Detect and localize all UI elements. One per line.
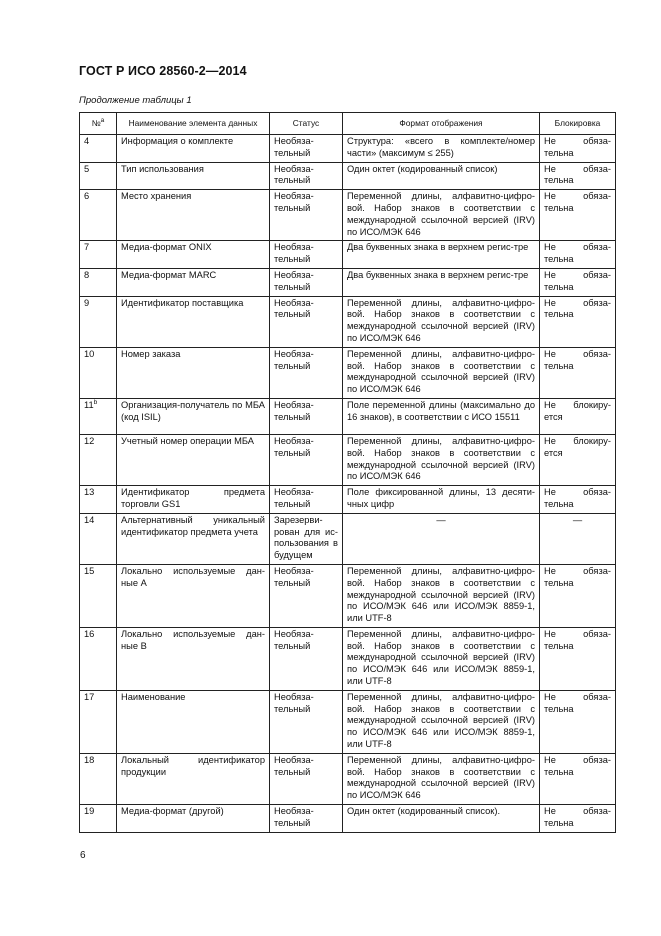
cell-format: Переменной длины, алфавитно-цифро-вой. Набор знаков в соответствии с международной ссылочной версией (IRV) по ИСО/МЭК 646 <box>343 434 540 485</box>
header-num: №$^a$ <box>80 113 117 135</box>
table-row <box>80 241 616 269</box>
cell-status: Необяза-тельный <box>270 135 343 163</box>
cell-format: Один октет (кодированный список). <box>343 805 540 833</box>
cell-name: Локально используемые дан-ные А <box>117 564 270 627</box>
cell-name: Наименование <box>117 690 270 753</box>
cell-status: Необяза-тельный <box>270 805 343 833</box>
cell-status: Необяза-тельный <box>270 434 343 485</box>
cell-status: Необяза-тельный <box>270 162 343 190</box>
cell-format: Структура: «всего в комплекте/номер части» (максимум ≤ 255) <box>343 135 540 163</box>
cell-name: Идентификатор поставщика <box>117 296 270 347</box>
cell-format: Переменной длины, алфавитно-цифро-вой. Набор знаков в соответствии с международной ссылочной версией (IRV) по ИСО/МЭК 646 <box>343 753 540 804</box>
header-name: Наименование элемента данных <box>117 113 270 135</box>
cell-format: Переменной длины, алфавитно-цифро-вой. Набор знаков в соответствии с международной ссылочной версией (IRV) по ИСО/МЭК 646 или ИСО/МЭК 8859-1, или UTF-8 <box>343 564 540 627</box>
cell-lock: Не блокиру-ется <box>540 434 616 485</box>
cell-name: Тип использования <box>117 162 270 190</box>
cell-format: Переменной длины, алфавитно-цифро-вой. Набор знаков в соответствии с международной ссылочной версией (IRV) по ИСО/МЭК 646 или ИСО/МЭК 8859-1, или UTF-8 <box>343 627 540 690</box>
cell-name: Идентификатор предмета торговли GS1 <box>117 486 270 514</box>
cell-lock: Не обяза-тельна <box>540 162 616 190</box>
table-row <box>80 135 616 163</box>
document-title: ГОСТ Р ИСО 28560-2—2014 <box>79 64 247 78</box>
cell-num: 15 <box>80 564 117 627</box>
cell-lock: Не обяза-тельна <box>540 486 616 514</box>
cell-name: Медиа-формат MARC <box>117 268 270 296</box>
cell-name: Медиа-формат (другой) <box>117 805 270 833</box>
cell-num: 16 <box>80 627 117 690</box>
cell-name: Медиа-формат ONIX <box>117 241 270 269</box>
table-row <box>80 564 616 627</box>
table-row <box>80 513 616 564</box>
cell-lock: Не обяза-тельна <box>540 690 616 753</box>
cell-lock: Не обяза-тельна <box>540 627 616 690</box>
cell-num: 5 <box>80 162 117 190</box>
cell-lock: Не обяза-тельна <box>540 241 616 269</box>
cell-format: Переменной длины, алфавитно-цифро-вой. Набор знаков в соответствии с международной ссылочной версией (IRV) по ИСО/МЭК 646 <box>343 190 540 241</box>
cell-num: 8 <box>80 268 117 296</box>
cell-num: 14 <box>80 513 117 564</box>
table-row <box>80 627 616 690</box>
cell-lock: Не обяза-тельна <box>540 805 616 833</box>
cell-num: 10 <box>80 347 117 398</box>
cell-format: Один октет (кодированный список) <box>343 162 540 190</box>
cell-status: Необяза-тельный <box>270 627 343 690</box>
cell-format: Переменной длины, алфавитно-цифро-вой. Набор знаков в соответствии с международной ссылочной версией (IRV) по ИСО/МЭК 646 <box>343 347 540 398</box>
cell-format: Поле переменной длины (максимально до 16 знаков), в соответствии с ИСО 15511 <box>343 398 540 434</box>
cell-num: 18 <box>80 753 117 804</box>
cell-name: Номер заказа <box>117 347 270 398</box>
table-row <box>80 753 616 804</box>
data-elements-table <box>79 112 616 833</box>
table-row <box>80 434 616 485</box>
table-row <box>80 162 616 190</box>
cell-status: Необяза-тельный <box>270 347 343 398</box>
cell-num: 11$^b$ <box>80 398 117 434</box>
cell-lock: Не обяза-тельна <box>540 135 616 163</box>
cell-lock: Не обяза-тельна <box>540 347 616 398</box>
cell-status: Необяза-тельный <box>270 486 343 514</box>
table-row <box>80 268 616 296</box>
cell-num: 9 <box>80 296 117 347</box>
header-lock: Блокировка <box>540 113 616 135</box>
cell-num: 4 <box>80 135 117 163</box>
cell-name: Место хранения <box>117 190 270 241</box>
header-status: Статус <box>270 113 343 135</box>
page-number: 6 <box>80 850 86 861</box>
cell-format: — <box>343 513 540 564</box>
cell-num: 12 <box>80 434 117 485</box>
cell-num: 19 <box>80 805 117 833</box>
cell-format: Переменной длины, алфавитно-цифро-вой. Набор знаков в соответствии с международной ссылочной версией (IRV) по ИСО/МЭК 646 <box>343 296 540 347</box>
header-format: Формат отображения <box>343 113 540 135</box>
cell-status: Необяза-тельный <box>270 564 343 627</box>
cell-status: Необяза-тельный <box>270 241 343 269</box>
cell-lock: Не обяза-тельна <box>540 190 616 241</box>
cell-status: Необяза-тельный <box>270 398 343 434</box>
cell-status: Необяза-тельный <box>270 753 343 804</box>
cell-lock: Не обяза-тельна <box>540 753 616 804</box>
cell-status: Необяза-тельный <box>270 296 343 347</box>
table-row <box>80 486 616 514</box>
cell-lock: Не обяза-тельна <box>540 564 616 627</box>
cell-name: Учетный номер операции МБА <box>117 434 270 485</box>
table-row <box>80 347 616 398</box>
table-continuation-caption: Продолжение таблицы 1 <box>79 95 192 106</box>
cell-status: Необяза-тельный <box>270 190 343 241</box>
cell-lock: Не обяза-тельна <box>540 296 616 347</box>
table-row <box>80 805 616 833</box>
table-row <box>80 690 616 753</box>
cell-num: 17 <box>80 690 117 753</box>
cell-name: Информация о комплекте <box>117 135 270 163</box>
cell-status: Необяза-тельный <box>270 268 343 296</box>
cell-num: 6 <box>80 190 117 241</box>
cell-status: Зарезерви-рован для ис-пользования в будущем <box>270 513 343 564</box>
cell-num: 13 <box>80 486 117 514</box>
cell-lock: Не обяза-тельна <box>540 268 616 296</box>
cell-format: Переменной длины, алфавитно-цифро-вой. Набор знаков в соответствии с международной ссылочной версией (IRV) по ИСО/МЭК 646 или ИСО/МЭК 8859-1, или UTF-8 <box>343 690 540 753</box>
table-row <box>80 190 616 241</box>
cell-name: Альтернативный уникальный идентификатор предмета учета <box>117 513 270 564</box>
cell-format: Два буквенных знака в верхнем регис-тре <box>343 241 540 269</box>
cell-lock: Не блокиру-ется <box>540 398 616 434</box>
table-row <box>80 398 616 434</box>
cell-status: Необяза-тельный <box>270 690 343 753</box>
cell-name: Организация-получатель по МБА (код ISIL) <box>117 398 270 434</box>
cell-name: Локально используемые дан-ные В <box>117 627 270 690</box>
table-header-row <box>80 113 616 135</box>
table-row <box>80 296 616 347</box>
cell-name: Локальный идентификатор продукции <box>117 753 270 804</box>
cell-lock: — <box>540 513 616 564</box>
cell-format: Два буквенных знака в верхнем регис-тре <box>343 268 540 296</box>
cell-num: 7 <box>80 241 117 269</box>
cell-format: Поле фиксированной длины, 13 десяти-чных цифр <box>343 486 540 514</box>
